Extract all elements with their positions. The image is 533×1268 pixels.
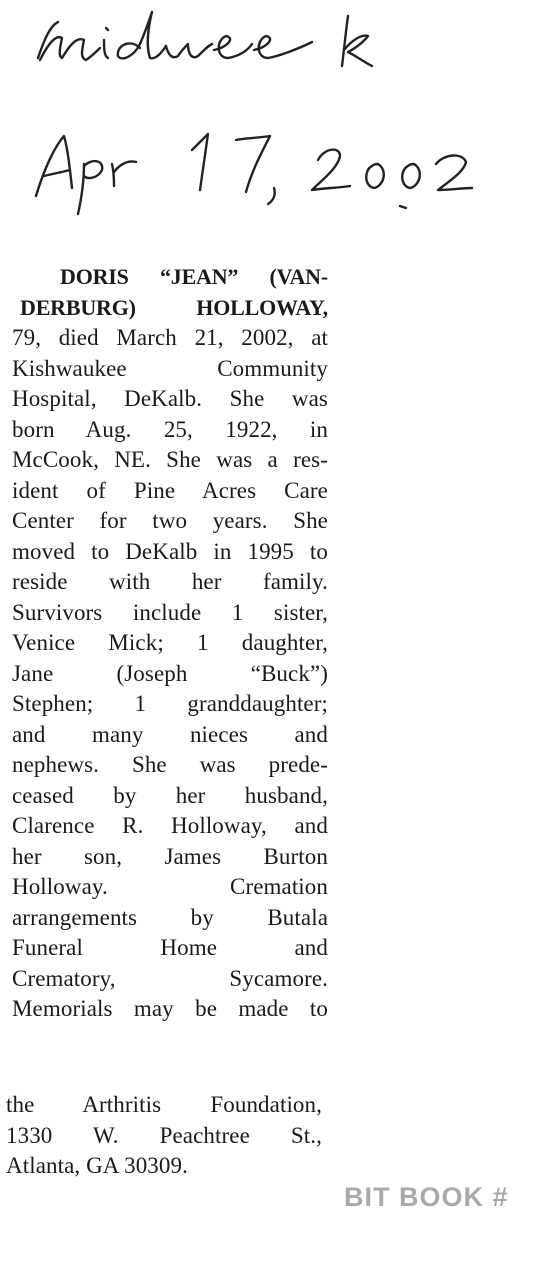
- obituary-text-line: the Arthritis Foundation,: [6, 1092, 322, 1117]
- obituary-text-line: ceased by her husband,: [12, 782, 328, 808]
- obituary-heading-line: DERBURG) HOLLOWAY,: [20, 294, 328, 320]
- obituary-text-line: born Aug. 25, 1922, in: [12, 416, 328, 442]
- obituary-text-line: Stephen; 1 granddaughter;: [12, 691, 328, 716]
- obituary-text-line: Clarence R. Holloway, and: [12, 813, 328, 838]
- obituary-text-line: nephews. She was prede-: [12, 752, 328, 777]
- obituary-text-line: 79, died March 21, 2002, at: [12, 325, 328, 350]
- handwriting-drawing: [0, 0, 533, 230]
- obituary-clipping: [12, 262, 328, 1025]
- obituary-text-line: Jane (Joseph “Buck”): [12, 660, 328, 686]
- archive-stamp: BIT BOOK #: [344, 1182, 509, 1212]
- obituary-text-line: Atlanta, GA 30309.: [6, 1153, 188, 1178]
- obituary-text-line: Memorials may be made to: [12, 996, 328, 1021]
- obituary-text-line: and many nieces and: [12, 721, 328, 747]
- obituary-text-line: arrangements by Butala: [12, 904, 328, 930]
- obituary-text-line: her son, James Burton: [12, 843, 328, 869]
- obituary-text-line: Kishwaukee Community: [12, 355, 328, 381]
- obituary-text-line: moved to DeKalb in 1995 to: [12, 538, 328, 564]
- obituary-text-line: Holloway. Cremation: [12, 874, 328, 899]
- obituary-heading-line: DORIS “JEAN” (VAN-: [60, 264, 328, 289]
- obituary-text-line: McCook, NE. She was a res-: [12, 447, 328, 472]
- obituary-text-line: Venice Mick; 1 daughter,: [12, 630, 328, 655]
- obituary-text-line: Hospital, DeKalb. She was: [12, 386, 328, 411]
- handwritten-notation: [0, 0, 533, 230]
- obituary-text-line: reside with her family.: [12, 569, 328, 594]
- obituary-continuation: [6, 1090, 322, 1182]
- obituary-text-line: ident of Pine Acres Care: [12, 477, 328, 503]
- obituary-text-line: Crematory, Sycamore.: [12, 965, 328, 991]
- obituary-text-line: Survivors include 1 sister,: [12, 599, 328, 625]
- obituary-text-line: Funeral Home and: [12, 935, 328, 960]
- obituary-text-line: 1330 W. Peachtree St.,: [6, 1122, 322, 1148]
- obituary-text-line: Center for two years. She: [12, 508, 328, 533]
